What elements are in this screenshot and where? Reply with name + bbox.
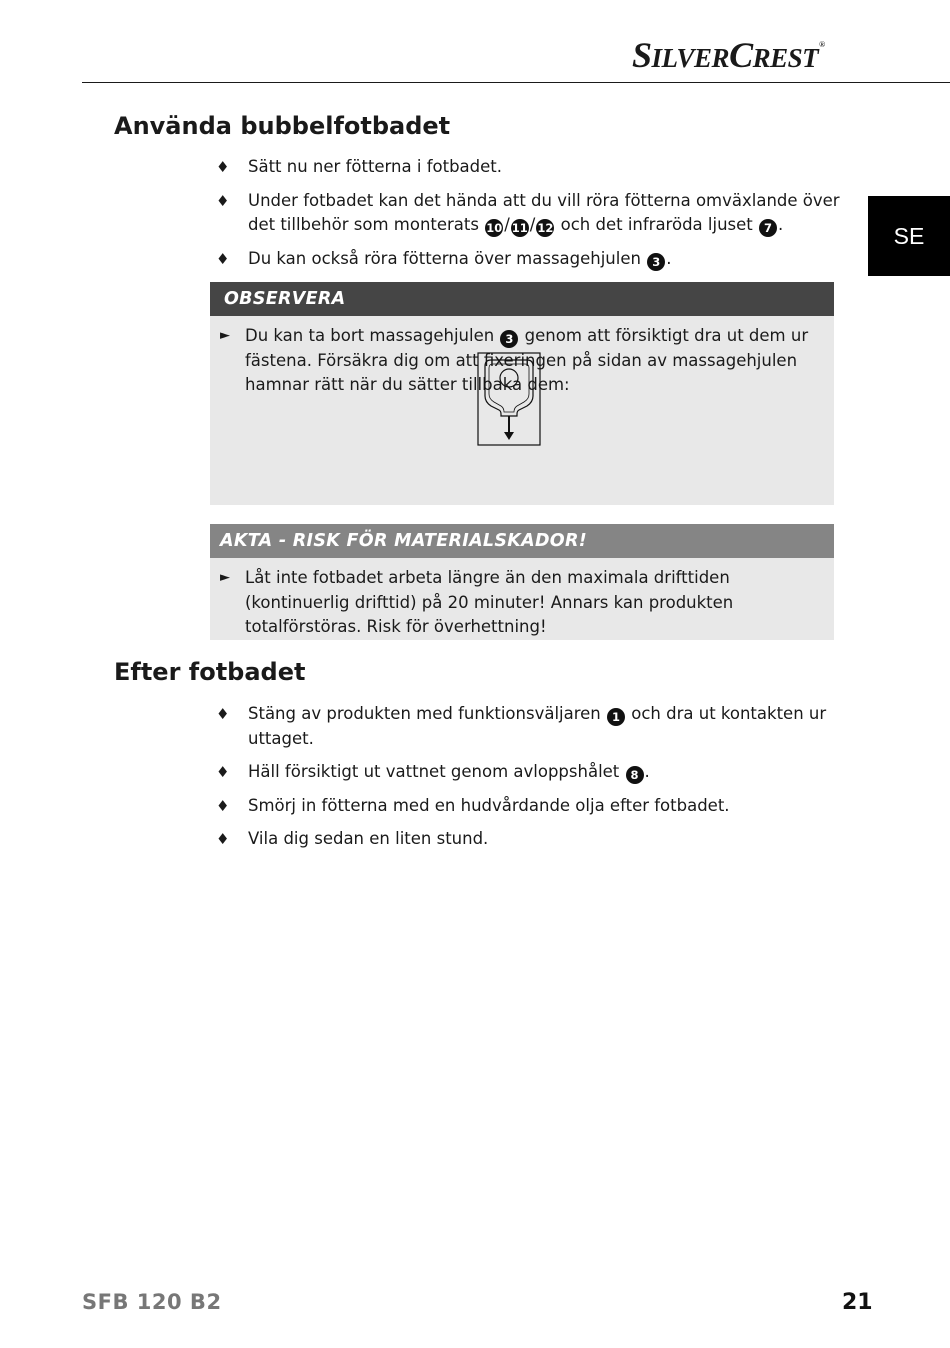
note-heading: OBSERVERA — [210, 282, 834, 316]
bullet-diamond-icon: ♦ — [216, 158, 230, 176]
caution-heading: AKTA - RISK FÖR MATERIALSKADOR! — [210, 524, 834, 558]
after-steps-list — [210, 702, 850, 852]
part-number-badge: 3 — [500, 330, 518, 348]
note-box — [210, 282, 834, 505]
part-number-badge: 11 — [511, 221, 528, 235]
header-divider — [82, 82, 950, 83]
language-tab: SE — [868, 196, 950, 276]
list-item: ♦ Sätt nu ner fötterna i fotbadet. — [210, 155, 840, 180]
part-number-badge: 12 — [537, 221, 554, 235]
list-item: ♦ Smörj in fötterna med en hudvårdande olja efter fotbadet. — [210, 794, 850, 819]
part-number-badge: 10 — [486, 221, 503, 235]
massage-wheel-diagram-icon — [477, 352, 541, 446]
bullet-diamond-icon: ♦ — [216, 830, 230, 848]
brand-logo: SILVERCREST® — [632, 35, 825, 75]
bullet-diamond-icon: ♦ — [216, 249, 230, 268]
bullet-diamond-icon: ♦ — [216, 191, 230, 210]
list-item: ♦ Häll försiktigt ut vattnet genom avloppshålet 8 . — [210, 760, 850, 785]
note-body: ► Du kan ta bort massagehjulen 3 genom att försiktigt dra ut dem ur fästena. Försäkra dig om att fixeringen på sidan av massagehjulen hamnar rätt när du sätter tillbaka dem: — [220, 326, 809, 394]
caution-box — [210, 524, 834, 640]
part-number-badge: 3 — [647, 253, 665, 271]
part-number-badge: 1 — [607, 708, 625, 726]
page-number: 21 — [842, 1290, 873, 1315]
bullet-diamond-icon: ♦ — [216, 763, 230, 781]
arrow-right-icon: ► — [220, 328, 230, 343]
bullet-diamond-icon: ♦ — [216, 796, 230, 815]
list-item: ♦ Stäng av produkten med funktionsväljaren 1 och dra ut kontakten ur uttaget. — [216, 704, 827, 748]
section-title-using: Använda bubbelfotbadet — [114, 112, 451, 140]
list-item: ♦ Vila dig sedan en liten stund. — [210, 827, 850, 852]
arrow-right-icon: ► — [220, 570, 230, 585]
part-number-badge: 7 — [759, 219, 777, 237]
list-item: ♦ Under fotbadet kan det hända att du vill röra fötterna omväxlande över det tillbehör som monterats 10 / 11 / 12 och det infraröda ljuset 7 . — [216, 190, 840, 235]
part-number-badge: 8 — [626, 766, 644, 784]
bullet-diamond-icon: ♦ — [216, 705, 230, 723]
list-item: ♦ Du kan också röra fötterna över massagehjulen 3 . — [210, 247, 840, 272]
using-steps-list — [210, 155, 840, 271]
model-number: SFB 120 B2 — [82, 1290, 222, 1314]
section-title-after: Efter fotbadet — [114, 658, 306, 686]
caution-body: ► Låt inte fotbadet arbeta längre än den maximala drifttiden (kontinuerlig drifttid) på 20 minuter! Annars kan produkten totalförstöras. Risk för överhettning! — [220, 568, 734, 636]
